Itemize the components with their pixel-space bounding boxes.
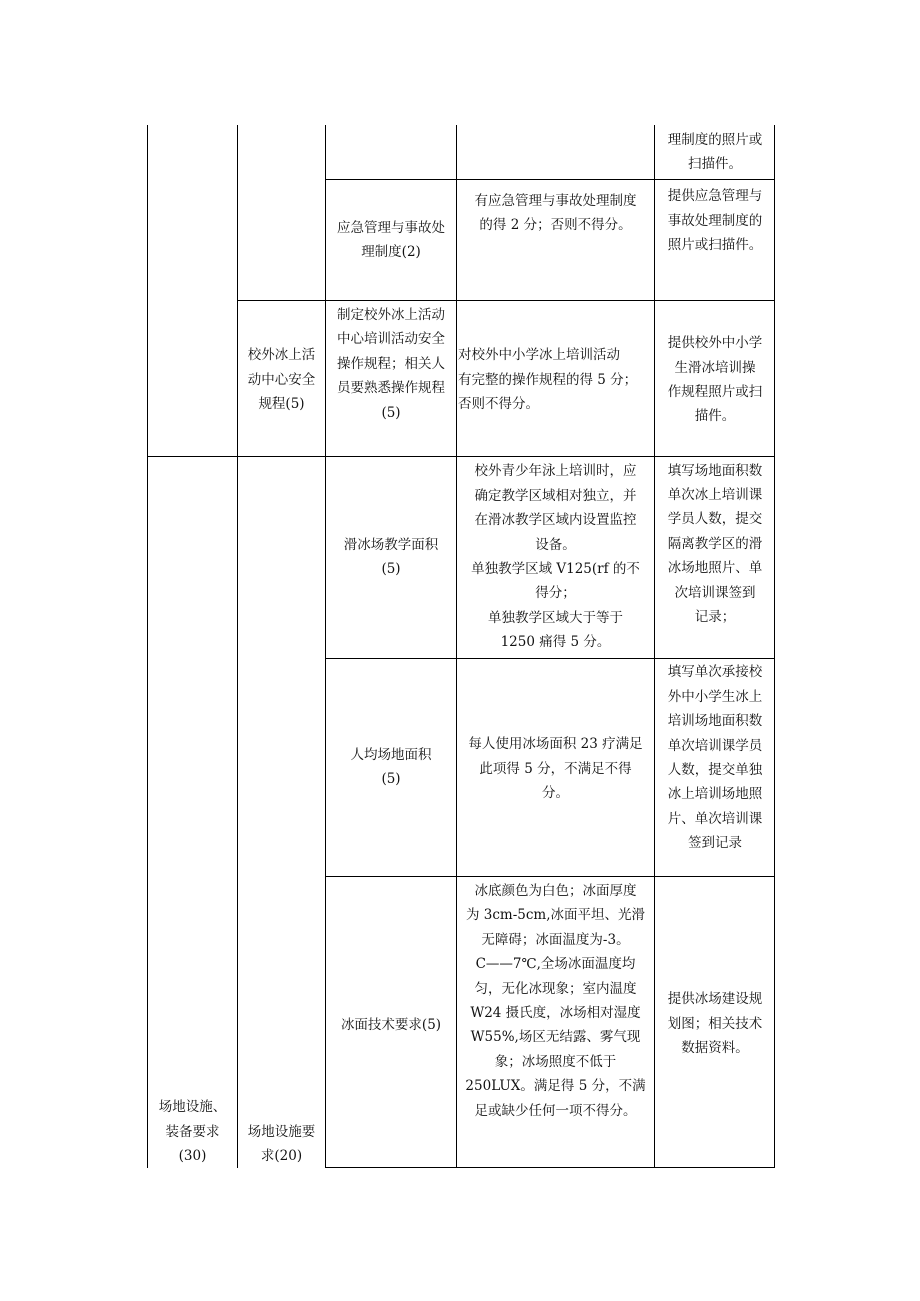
text-line: 制定校外冰上活动 xyxy=(337,306,445,323)
text-line: 1250 痛得 5 分。 xyxy=(500,634,611,651)
text-line: 员要熟悉操作规程 xyxy=(337,380,445,397)
level2-cell xyxy=(238,342,325,418)
criteria-cell xyxy=(458,342,654,418)
text-line: 冰面技术要求(5) xyxy=(340,1016,442,1033)
text-line: 有完整的操作规程的得 5 分； xyxy=(458,371,638,388)
level1-cell xyxy=(148,1094,237,1170)
text-line: 确定教学区域相对独立，并 xyxy=(474,487,637,504)
text-line: 理制度的照片或 xyxy=(667,131,763,148)
text-line: 单次培训课学员 xyxy=(667,737,763,754)
evidence-cell xyxy=(656,125,774,179)
text-line: 扫描件。 xyxy=(688,156,742,172)
text-line: 足或缺少任何一项不得分。 xyxy=(474,1102,637,1119)
text-line: 记录； xyxy=(694,609,736,626)
text-line: (30) xyxy=(178,1148,207,1165)
evidence-cell xyxy=(656,660,774,856)
item-cell xyxy=(326,1011,456,1039)
text-line: 中心培训活动安全 xyxy=(337,331,445,348)
text-line: 为 3cm-5cm,冰面平坦、光滑 xyxy=(465,907,646,924)
grid-line xyxy=(325,876,775,877)
text-line: 象；冰场照度不低于 xyxy=(494,1053,617,1070)
text-line: 隔离教学区的滑 xyxy=(667,535,763,552)
text-line: 匀，无化冰现象；室内温度 xyxy=(474,980,637,997)
item-cell xyxy=(326,205,456,275)
text-line: 装备要求 xyxy=(165,1123,220,1140)
text-line: 应急管理与事故处 xyxy=(337,219,445,236)
grid-line xyxy=(237,125,238,1168)
item-cell xyxy=(326,531,456,583)
text-line: 场地设施要 xyxy=(247,1123,316,1140)
criteria-cell xyxy=(457,731,654,807)
text-line: 对校外中小学冰上培训活动 xyxy=(458,347,620,364)
criteria-cell xyxy=(457,878,654,1124)
evidence-cell xyxy=(656,458,774,630)
text-line: 冰底颜色为白色；冰面厚度 xyxy=(474,882,637,899)
text-line: 生滑冰培训操 xyxy=(674,359,756,376)
text-line: 提供应急管理与 xyxy=(667,188,763,205)
text-line: 数据资料。 xyxy=(681,1040,749,1057)
evidence-cell xyxy=(656,183,774,259)
text-line: 规程(5) xyxy=(258,396,305,413)
text-line: 学员人数，提交 xyxy=(667,511,763,528)
text-line: 外中小学生冰上 xyxy=(667,688,763,705)
text-line: (5) xyxy=(381,561,401,577)
text-line: 填写单次承接校 xyxy=(667,664,763,681)
evidence-cell xyxy=(656,330,774,430)
text-line: 签到记录 xyxy=(688,835,742,852)
text-line: 无障碍；冰面温度为-3。 xyxy=(481,931,630,948)
text-line: 人数，提交单独 xyxy=(667,762,763,778)
text-line: 冰上培训场地照 xyxy=(667,786,763,803)
text-line: 每人使用冰场面积 23 疗满足 xyxy=(468,736,643,753)
text-line: 分。 xyxy=(542,785,569,802)
text-line: 培训场地面积数 xyxy=(667,713,763,730)
text-line: 的得 2 分；否则不得分。 xyxy=(479,217,632,233)
text-line: 照片或扫描件。 xyxy=(667,237,763,254)
text-line: 提供冰场建设规 xyxy=(667,991,763,1008)
text-line: 求(20) xyxy=(260,1148,303,1164)
text-line: 得分； xyxy=(535,585,576,602)
text-line: 否则不得分。 xyxy=(458,396,539,413)
grid-line xyxy=(147,125,148,1168)
text-line: 动中心安全 xyxy=(247,371,316,388)
text-line: 校外青少年泳上培训时，应 xyxy=(474,463,637,480)
text-line: W24 摄氏度，冰场相对湿度 xyxy=(470,1005,641,1021)
criteria-cell xyxy=(457,185,654,241)
grid-line xyxy=(325,179,775,180)
grid-line xyxy=(325,658,775,659)
text-line: 在滑冰教学区域内设置监控 xyxy=(474,512,637,529)
text-line: (5) xyxy=(381,771,401,787)
criteria-cell xyxy=(457,458,654,656)
text-line: (5) xyxy=(381,404,401,421)
text-line: 单独教学区域大于等于 xyxy=(488,609,623,626)
text-line: 提供校外中小学 xyxy=(667,335,763,352)
evidence-cell xyxy=(656,986,774,1062)
text-line: 设备。 xyxy=(535,536,576,553)
grid-line xyxy=(237,300,775,301)
text-line: 校外冰上活 xyxy=(247,347,316,364)
text-line: 单次冰上培训课 xyxy=(667,486,763,503)
grid-line xyxy=(654,125,655,1168)
text-line: 250LUX。满足得 5 分，不满 xyxy=(465,1078,646,1095)
text-line: 滑冰场教学面积 xyxy=(343,536,439,553)
text-line: 事故处理制度的 xyxy=(667,212,763,229)
text-line: W55%,场区无结露、雾气现 xyxy=(470,1029,641,1046)
text-line: 此项得 5 分，不满足不得 xyxy=(479,760,632,777)
grid-line xyxy=(325,1167,775,1168)
text-line: 理制度(2) xyxy=(361,244,421,260)
text-line: 场地设施、 xyxy=(158,1099,227,1116)
text-line: 操作规程；相关人 xyxy=(337,355,445,372)
text-line: 作规程照片或扫 xyxy=(667,384,763,400)
grid-line xyxy=(774,125,775,1168)
text-line: 冰场地照片、单 xyxy=(667,560,763,577)
text-line: 有应急管理与事故处理制度 xyxy=(474,192,637,209)
grid-line xyxy=(147,456,775,457)
text-line: 划图；相关技术 xyxy=(667,1015,763,1032)
text-line: 单独教学区域 V125(rf 的不 xyxy=(471,561,640,577)
text-line: 人均场地面积 xyxy=(350,746,432,763)
item-cell xyxy=(326,741,456,793)
text-line: 次培训课签到 xyxy=(674,584,756,601)
item-cell xyxy=(326,302,456,426)
text-line: C——7℃,全场冰面温度均 xyxy=(475,956,636,973)
level2-cell xyxy=(238,1118,325,1170)
text-line: 描件。 xyxy=(694,408,736,425)
text-line: 填写场地面积数 xyxy=(667,462,763,479)
text-line: 片、单次培训课 xyxy=(667,810,763,827)
